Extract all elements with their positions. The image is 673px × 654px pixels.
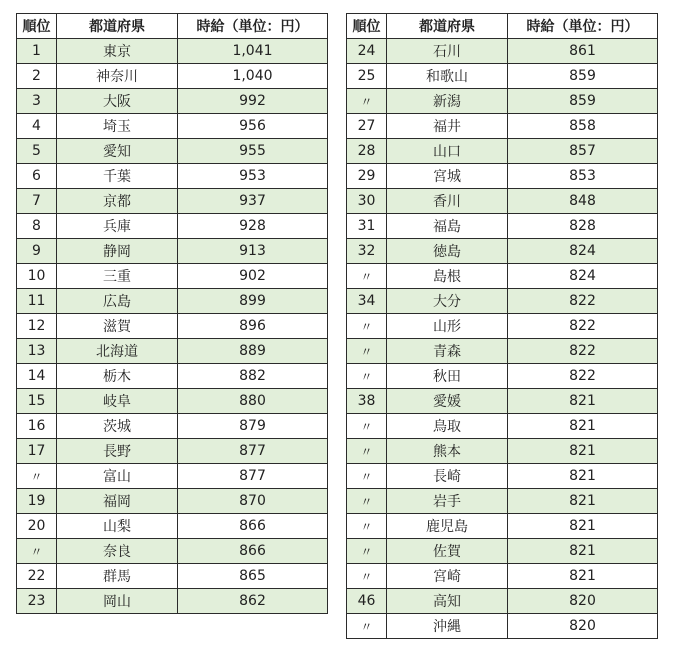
header-rank: 順位 [347,14,387,39]
prefecture-cell: 福島 [387,214,508,239]
table-row [347,239,658,264]
prefecture-cell: 東京 [57,39,178,64]
wage-cell: 859 [508,64,658,89]
table-row [17,89,328,114]
wage-cell: 821 [508,489,658,514]
wage-cell: 824 [508,264,658,289]
wage-cell: 822 [508,314,658,339]
table-row [347,139,658,164]
wage-cell: 896 [178,314,328,339]
rank-cell: 〃 [347,439,387,464]
prefecture-cell: 岐阜 [57,389,178,414]
rank-cell: 〃 [347,489,387,514]
table-row [347,339,658,364]
rank-cell: 〃 [347,464,387,489]
prefecture-cell: 島根 [387,264,508,289]
prefecture-cell: 青森 [387,339,508,364]
table-row [347,39,658,64]
rank-cell: 〃 [347,614,387,639]
wage-cell: 821 [508,389,658,414]
prefecture-cell: 神奈川 [57,64,178,89]
rank-cell: 17 [17,439,57,464]
prefecture-cell: 滋賀 [57,314,178,339]
rank-cell: 11 [17,289,57,314]
wage-cell: 877 [178,464,328,489]
rank-cell: 20 [17,514,57,539]
wage-cell: 857 [508,139,658,164]
prefecture-cell: 愛媛 [387,389,508,414]
prefecture-cell: 徳島 [387,239,508,264]
header-wage: 時給（単位：円） [508,14,658,39]
wage-cell: 879 [178,414,328,439]
wage-cell: 956 [178,114,328,139]
table-row [347,489,658,514]
table-row [17,64,328,89]
table-row [17,314,328,339]
prefecture-cell: 宮城 [387,164,508,189]
wage-cell: 865 [178,564,328,589]
prefecture-cell: 京都 [57,189,178,214]
prefecture-cell: 山形 [387,314,508,339]
table-row [17,564,328,589]
table-row [17,489,328,514]
table-row [17,214,328,239]
rank-cell: 6 [17,164,57,189]
table-row [17,389,328,414]
table-row [17,164,328,189]
rank-cell: 3 [17,89,57,114]
prefecture-cell: 福井 [387,114,508,139]
wage-cell: 859 [508,89,658,114]
rank-cell: 22 [17,564,57,589]
wage-cell: 821 [508,464,658,489]
table-row [347,564,658,589]
table-row [17,114,328,139]
prefecture-cell: 佐賀 [387,539,508,564]
prefecture-cell: 兵庫 [57,214,178,239]
table-row [17,514,328,539]
table-row [17,439,328,464]
wage-cell: 882 [178,364,328,389]
prefecture-cell: 広島 [57,289,178,314]
prefecture-cell: 岩手 [387,489,508,514]
prefecture-cell: 和歌山 [387,64,508,89]
table-row [347,439,658,464]
wage-cell: 820 [508,589,658,614]
table-row [347,589,658,614]
wage-cell: 848 [508,189,658,214]
rank-cell: 13 [17,339,57,364]
rank-cell: 16 [17,414,57,439]
table-row [347,389,658,414]
table-row [17,39,328,64]
wage-cell: 822 [508,364,658,389]
rank-cell: 2 [17,64,57,89]
header-prefecture: 都道府県 [387,14,508,39]
rank-cell: 19 [17,489,57,514]
wage-cell: 828 [508,214,658,239]
table-row [17,139,328,164]
wage-cell: 824 [508,239,658,264]
rank-cell: 7 [17,189,57,214]
prefecture-cell: 大阪 [57,89,178,114]
table-row [17,289,328,314]
table-row [347,114,658,139]
table-row [17,414,328,439]
rank-cell: 25 [347,64,387,89]
table-row [17,464,328,489]
prefecture-cell: 三重 [57,264,178,289]
prefecture-cell: 高知 [387,589,508,614]
table-row [347,214,658,239]
table-row [347,64,658,89]
wage-cell: 866 [178,514,328,539]
rank-cell: 23 [17,589,57,614]
table-row [347,539,658,564]
table-row [17,264,328,289]
wage-cell: 889 [178,339,328,364]
header-row [17,14,328,39]
prefecture-cell: 群馬 [57,564,178,589]
rank-cell: 〃 [347,89,387,114]
wage-cell: 821 [508,564,658,589]
table-row [347,464,658,489]
table-row [347,189,658,214]
prefecture-cell: 石川 [387,39,508,64]
table-row [17,239,328,264]
wage-cell: 820 [508,614,658,639]
prefecture-cell: 宮崎 [387,564,508,589]
prefecture-cell: 新潟 [387,89,508,114]
rank-cell: 15 [17,389,57,414]
wage-cell: 913 [178,239,328,264]
wage-cell: 866 [178,539,328,564]
rank-cell: 1 [17,39,57,64]
wage-cell: 953 [178,164,328,189]
prefecture-cell: 山口 [387,139,508,164]
wage-cell: 861 [508,39,658,64]
table-row [347,514,658,539]
wage-cell: 853 [508,164,658,189]
wage-cell: 937 [178,189,328,214]
rank-cell: 38 [347,389,387,414]
rank-cell: 29 [347,164,387,189]
wage-cell: 992 [178,89,328,114]
prefecture-cell: 埼玉 [57,114,178,139]
prefecture-cell: 大分 [387,289,508,314]
table-row [17,364,328,389]
rank-cell: 32 [347,239,387,264]
prefecture-cell: 栃木 [57,364,178,389]
prefecture-cell: 香川 [387,189,508,214]
wage-cell: 955 [178,139,328,164]
table-row [347,614,658,639]
rank-cell: 24 [347,39,387,64]
rank-cell: 12 [17,314,57,339]
rank-cell: 〃 [347,339,387,364]
table-row [17,339,328,364]
prefecture-cell: 長崎 [387,464,508,489]
wage-cell: 821 [508,439,658,464]
table-row [17,189,328,214]
prefecture-cell: 茨城 [57,414,178,439]
wage-cell: 858 [508,114,658,139]
table-body-right [347,39,658,639]
rank-cell: 8 [17,214,57,239]
wage-cell: 877 [178,439,328,464]
rank-cell: 9 [17,239,57,264]
rank-cell: 27 [347,114,387,139]
wage-cell: 1,040 [178,64,328,89]
rank-cell: 〃 [17,539,57,564]
table-row [17,589,328,614]
table-row [347,164,658,189]
prefecture-cell: 山梨 [57,514,178,539]
wage-cell: 1,041 [178,39,328,64]
rank-cell: 〃 [347,514,387,539]
rank-cell: 〃 [347,414,387,439]
rank-cell: 46 [347,589,387,614]
prefecture-cell: 福岡 [57,489,178,514]
wage-cell: 821 [508,539,658,564]
header-rank: 順位 [17,14,57,39]
header-prefecture: 都道府県 [57,14,178,39]
prefecture-cell: 秋田 [387,364,508,389]
rank-cell: 〃 [17,464,57,489]
table-row [347,89,658,114]
header-wage: 時給（単位：円） [178,14,328,39]
wage-cell: 862 [178,589,328,614]
table-row [347,314,658,339]
wage-cell: 880 [178,389,328,414]
wage-cell: 899 [178,289,328,314]
wage-table-right [346,13,658,639]
wage-cell: 821 [508,414,658,439]
rank-cell: 30 [347,189,387,214]
prefecture-cell: 愛知 [57,139,178,164]
wage-cell: 822 [508,339,658,364]
table-body-left [17,39,328,614]
wage-cell: 870 [178,489,328,514]
rank-cell: 34 [347,289,387,314]
rank-cell: 14 [17,364,57,389]
prefecture-cell: 富山 [57,464,178,489]
prefecture-cell: 鹿児島 [387,514,508,539]
rank-cell: 〃 [347,539,387,564]
rank-cell: 〃 [347,564,387,589]
prefecture-cell: 奈良 [57,539,178,564]
rank-cell: 4 [17,114,57,139]
prefecture-cell: 千葉 [57,164,178,189]
prefecture-cell: 岡山 [57,589,178,614]
prefecture-cell: 熊本 [387,439,508,464]
wage-cell: 821 [508,514,658,539]
rank-cell: 〃 [347,264,387,289]
rank-cell: 〃 [347,364,387,389]
table-row [347,414,658,439]
table-row [347,364,658,389]
table-row [17,539,328,564]
prefecture-cell: 長野 [57,439,178,464]
rank-cell: 〃 [347,314,387,339]
prefecture-cell: 鳥取 [387,414,508,439]
prefecture-cell: 北海道 [57,339,178,364]
prefecture-cell: 沖縄 [387,614,508,639]
wage-table-left [16,13,328,614]
header-row [347,14,658,39]
rank-cell: 5 [17,139,57,164]
rank-cell: 10 [17,264,57,289]
prefecture-cell: 静岡 [57,239,178,264]
rank-cell: 31 [347,214,387,239]
wage-cell: 822 [508,289,658,314]
wage-cell: 902 [178,264,328,289]
table-row [347,264,658,289]
wage-cell: 928 [178,214,328,239]
table-row [347,289,658,314]
rank-cell: 28 [347,139,387,164]
